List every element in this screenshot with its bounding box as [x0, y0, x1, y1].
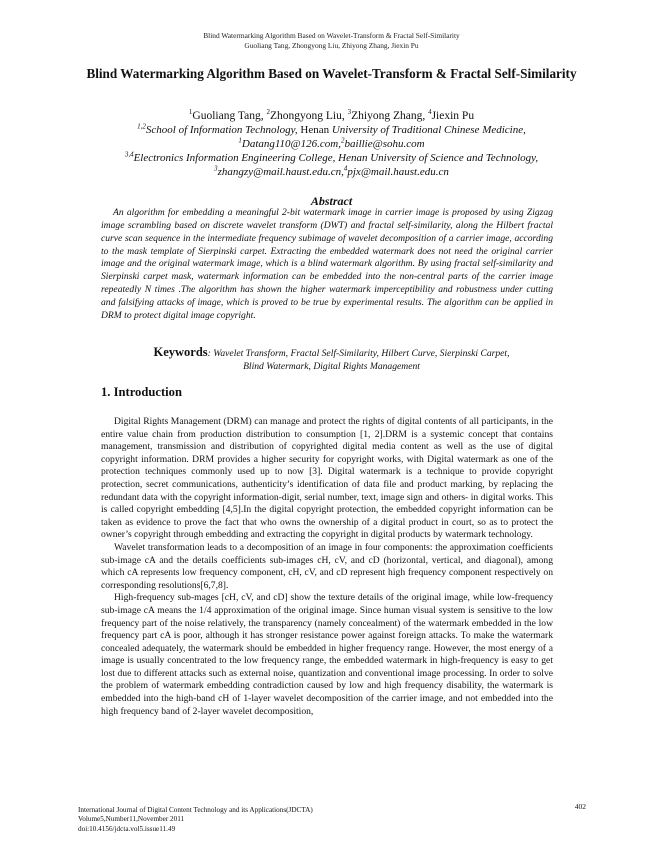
abstract-body: An algorithm for embedding a meaningful 2-bit watermark image in carrier image is proposed by using Zigzag image scrambling based on discrete wavelet transform (DWT) and fractal self-similarity, along the Hilbert fractal curve scan sequence in the intermediate frequency subimage of wavelet decomposition of a carrier image, according to the mask template of Sierpinski carpet. Extracting the embedded watermark does not need the original carrier image and the original watermark image, which is a blind watermark algorithm. By using fractal self-similarity and Sierpinski carpet mask, watermark information can be embedded into the non-central parts of the carrier image repeatedly N times .The algorithm has shown the higher watermark imperceptibility and robustness under cutting and falsifying attacks of image, which is proved to be true by experimental results. The algorithm can be applied in DRM to protect digital image copyright. — [101, 207, 553, 321]
author-1-sup: 1 — [188, 108, 193, 117]
keywords-separator: : — [207, 348, 214, 359]
footer-journal: International Journal of Digital Content Technology and its Applications(JDCTA) — [78, 806, 313, 814]
keywords-label: Keywords — [153, 345, 208, 359]
keywords-list-2: Blind Watermark, Digital Rights Management — [243, 360, 420, 372]
author-2-sup: 2 — [266, 108, 270, 117]
author-2: Zhongyong Liu, — [269, 110, 348, 122]
affiliation-2-sup: 3,4 — [124, 150, 134, 159]
email-4-sup: 4 — [343, 163, 348, 172]
running-head — [0, 31, 663, 50]
email-3[interactable]: zhangzy@mail.haust.edu.cn, — [217, 165, 344, 178]
affiliation-1-emails — [70, 135, 593, 152]
email-2-sup: 2 — [341, 135, 345, 144]
section-heading-introduction: 1. Introduction — [101, 385, 182, 399]
affiliation-2-emails — [70, 163, 593, 180]
paragraph-1: Digital Rights Management (DRM) can manage and protect the rights of digital contents of all participants, in the entire value chain from production distribution to consumption [1, 2].DRM is a systemic concept that contains management, transmission and distribution of copyrighted digital media content as well as the use of digital copyright information. DRM provides a higher security for copyright works, with Digital watermark as one of the protection techniques commonly used up to now [3]. Digital watermark is a technique to provide copyright protection, secret communications, authenticity’s identification of data file and product marking, by replacing the redundant data with the copyright information-digit, serial number, text, image sign and others- in digital works. This is called copyright embedding [4,5].In the digital copyright protection, the embedded copyright information can be taken as evidence to prove the fact that who owns the ownership of a digital product in court, so as to protect the owner’s copyright through embedding and extracting the copyright in digital products by watermark technology. — [101, 416, 553, 541]
affiliation-2-line — [70, 152, 593, 166]
email-4[interactable]: pjx@mail.haust.edu.cn — [347, 165, 449, 178]
email-2[interactable]: baillie@sohu.com — [344, 137, 425, 150]
journal-footer — [78, 806, 313, 834]
affiliation-2-text: Electronics Information Engineering College, Henan University of Science and Technology, — [133, 152, 539, 164]
keywords-line-1 — [110, 346, 553, 361]
affiliation-1-pre: School of Information Technology, — [145, 124, 301, 136]
affiliation-1-sup: 1,2 — [137, 122, 146, 131]
author-3-sup: 3 — [347, 108, 352, 117]
affiliation-1-line — [70, 124, 593, 138]
footer-doi: doi:10.4156/jdcta.vol5.issue11.49 — [78, 824, 176, 833]
running-head-title: Blind Watermarking Algorithm Based on Wavelet-Transform & Fractal Self-Similarity — [203, 31, 460, 40]
author-4-sup: 4 — [428, 108, 432, 117]
author-list — [60, 109, 603, 123]
footer-volume: Volume5,Number11,November 2011 — [78, 815, 185, 824]
keywords-list-1: Wavelet Transform, Fractal Self-Similarity, Hilbert Curve, Sierpinski Carpet, — [213, 348, 510, 359]
affiliation-1-post: University of Traditional Chinese Medicine, — [329, 124, 526, 136]
author-4: Jiexin Pu — [431, 110, 475, 122]
email-1-sup: 1 — [238, 135, 242, 144]
abstract-heading: Abstract — [310, 194, 353, 208]
running-head-authors: Guoliang Tang, Zhongyong Liu, Zhiyong Zhang, Jiexin Pu — [244, 40, 419, 50]
affiliation-2 — [70, 152, 593, 179]
email-1[interactable]: Datang110@126.com, — [241, 137, 342, 150]
email-3-sup: 3 — [214, 163, 218, 172]
author-3: Zhiyong Zhang, — [351, 110, 429, 122]
paragraph-3: High-frequency sub-mages [cH, cV, and cD] show the texture details of the original image, while low-frequency sub-image cA means the 1/4 approximation of the original image. Since human visual system is sensitive to the low frequency part of the noise relatively, the transparency (namely concealment) of the watermark embedded in the low frequency part cA is poor, although it has stronger resistance power against foreign attacks. To make the watermark concealed adequately, the watermark should be embedded in higher frequency range. However, the most energy of a image is usually concentrated to the low frequency range, the embedded watermark in high-frequency is easy to get lost due to different attacks such as external noise, quantization and conventional image processing. In order to solve the problem of watermark embedding contradiction caused by low and high frequency disability, the watermark is embedded into the high-band cH of 1-layer wavelet decomposition of the carrier image, and not embedded into the high frequency band of 2-layer wavelet decomposition, — [101, 592, 553, 717]
affiliation-1-plain: Henan — [300, 124, 330, 136]
page-number: 402 — [574, 802, 586, 811]
paper-title: Blind Watermarking Algorithm Based on Wavelet-Transform & Fractal Self-Similarity — [86, 66, 577, 81]
keywords-block — [110, 346, 553, 374]
introduction-body — [101, 416, 553, 718]
author-1: Guoliang Tang, — [192, 110, 267, 122]
affiliation-1 — [70, 124, 593, 151]
paragraph-2: Wavelet transformation leads to a decomposition of an image in four components: the approximation coefficients sub-image cA and the details coefficients sub-images cH, cV, and cD (horizontal, vertical, and diagonal), among which cA represents low frequency component, cH, cV, and cD represent high frequency component respectively on corresponding resolutions[6,7,8]. — [101, 541, 553, 591]
